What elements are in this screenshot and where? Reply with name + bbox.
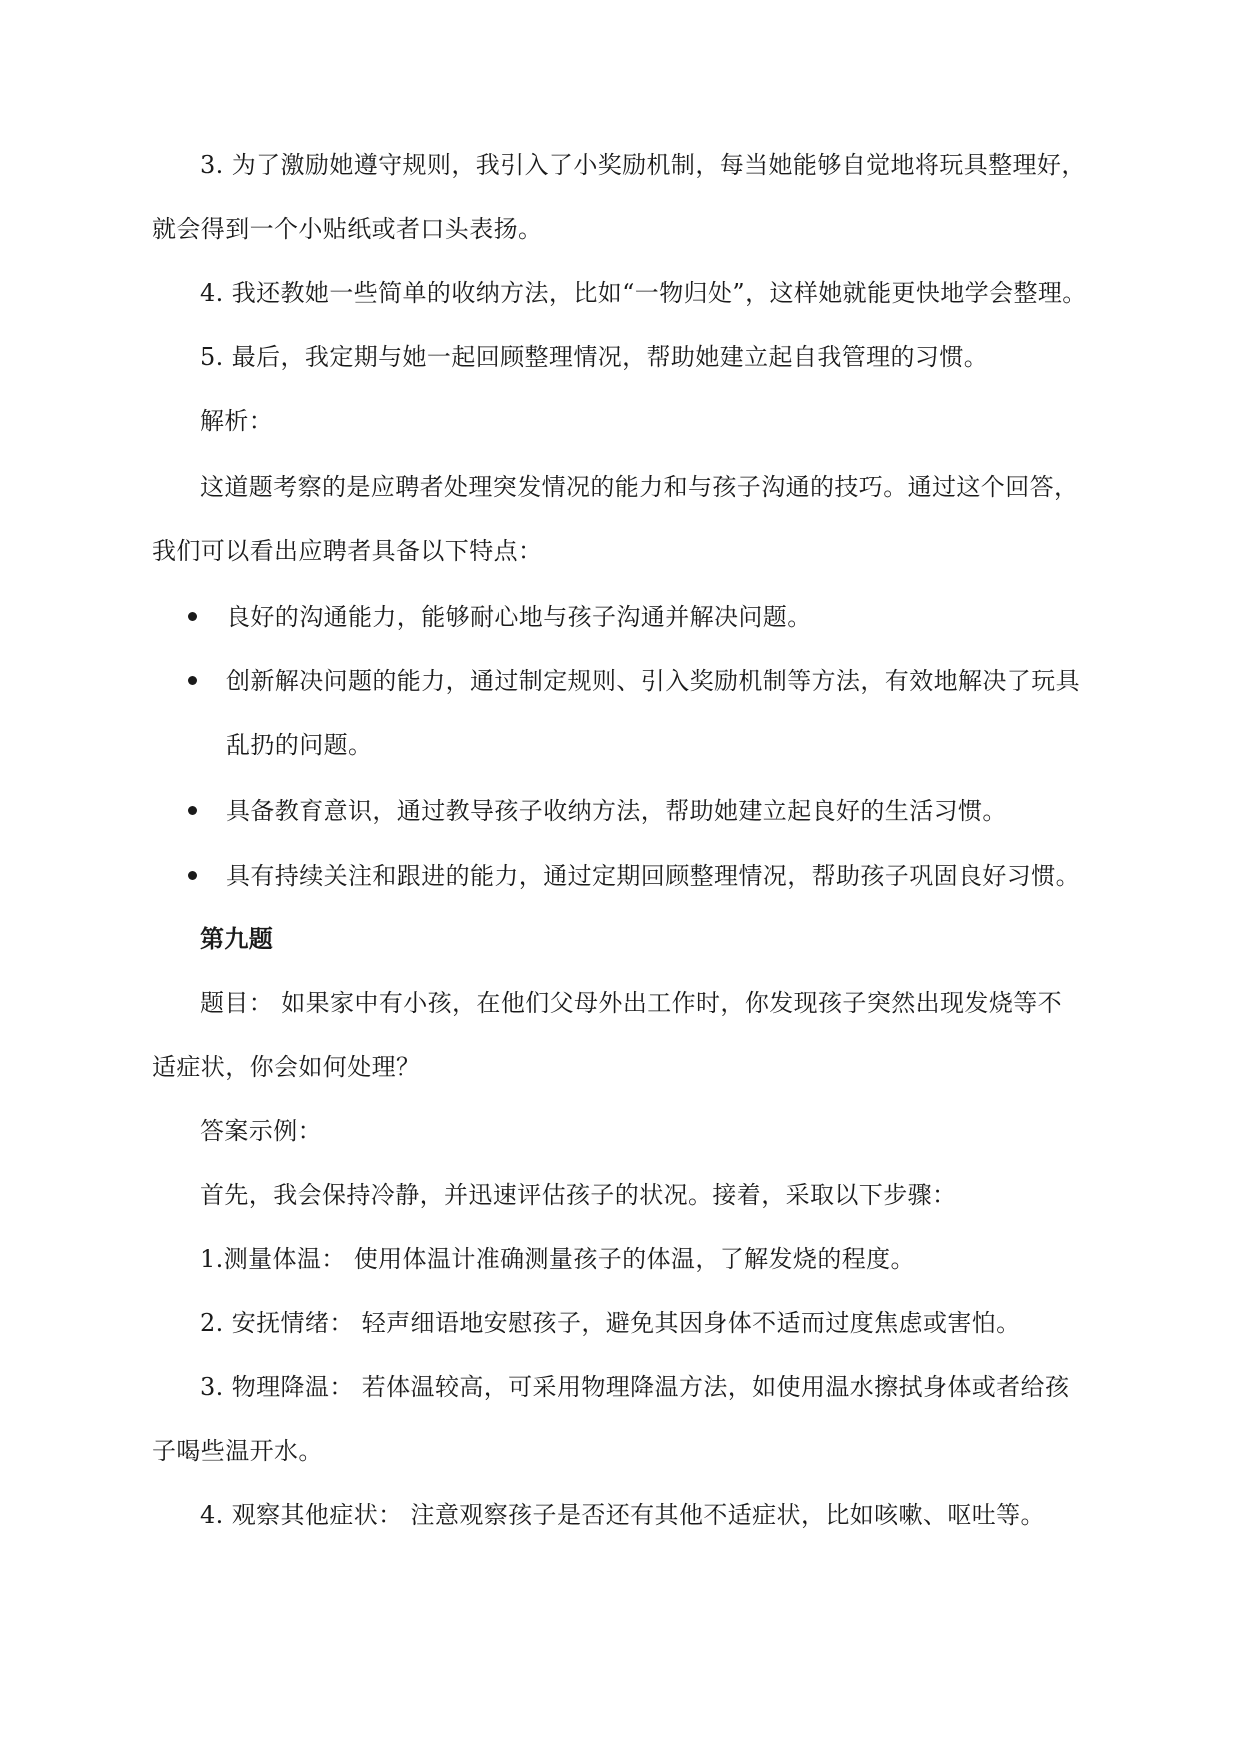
step-3-line-1: 3. 物理降温： 若体温较高，可采用物理降温方法，如使用温水擦拭身体或者给孩 [200,1373,1070,1401]
bullet-text: 具有持续关注和跟进的能力，通过定期回顾整理情况，帮助孩子巩固良好习惯。 [226,862,1080,890]
paragraph-5: 5. 最后，我定期与她一起回顾整理情况，帮助她建立起自我管理的习惯。 [200,343,989,371]
bullet-dot-icon [188,676,197,685]
bullet-text: 良好的沟通能力，能够耐心地与孩子沟通并解决问题。 [226,603,812,631]
bullet-dot-icon [188,806,197,815]
paragraph-3-line-2: 就会得到一个小贴纸或者口头表扬。 [152,215,543,243]
paragraph-3-line-1: 3. 为了激励她遵守规则，我引入了小奖励机制，每当她能够自觉地将玩具整理好， [200,151,1086,179]
paragraph-4: 4. 我还教她一些简单的收纳方法，比如“一物归处”，这样她就能更快地学会整理。 [200,279,1087,307]
answer-intro: 首先，我会保持冷静，并迅速评估孩子的状况。接着，采取以下步骤： [200,1181,957,1209]
step-3-line-2: 子喝些温开水。 [152,1437,323,1465]
analysis-line-2: 我们可以看出应聘者具备以下特点： [152,537,543,565]
bullet-dot-icon [188,612,197,621]
answer-label: 答案示例： [200,1117,322,1145]
step-2: 2. 安抚情绪： 轻声细语地安慰孩子，避免其因身体不适而过度焦虑或害怕。 [200,1309,1021,1337]
step-4: 4. 观察其他症状： 注意观察孩子是否还有其他不适症状，比如咳嗽、呕吐等。 [200,1501,1045,1529]
analysis-line-1: 这道题考察的是应聘者处理突发情况的能力和与孩子沟通的技巧。通过这个回答， [200,473,1079,501]
section-title: 第九题 [200,924,274,953]
bullet-text-continued: 乱扔的问题。 [226,731,373,759]
question-line-2: 适症状，你会如何处理？ [152,1053,421,1081]
bullet-text: 创新解决问题的能力，通过制定规则、引入奖励机制等方法，有效地解决了玩具 [226,667,1080,695]
step-1: 1.测量体温： 使用体温计准确测量孩子的体温，了解发烧的程度。 [200,1245,915,1273]
bullet-text: 具备教育意识，通过教导孩子收纳方法，帮助她建立起良好的生活习惯。 [226,797,1007,825]
bullet-dot-icon [188,871,197,880]
question-line-1: 题目： 如果家中有小孩，在他们父母外出工作时，你发现孩子突然出现发烧等不 [200,989,1063,1017]
analysis-label: 解析： [200,407,274,435]
